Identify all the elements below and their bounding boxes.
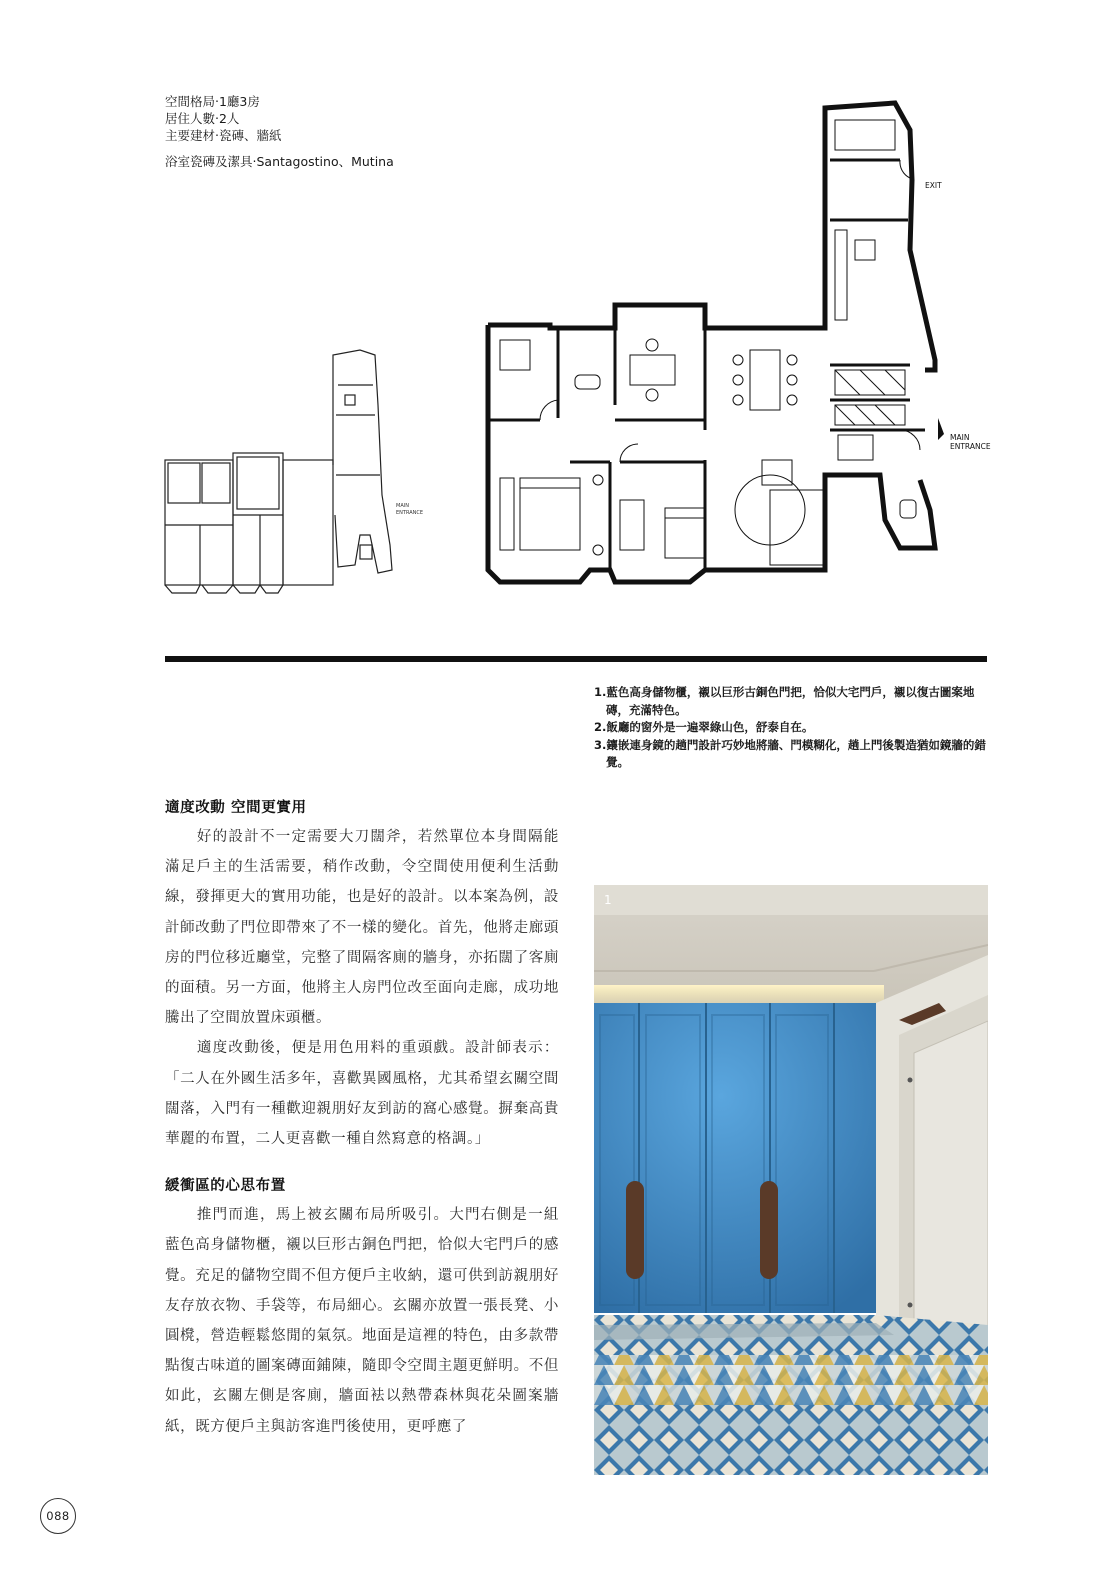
photo-number: 1 <box>604 893 612 907</box>
article-heading-1: 適度改動 空間更實用 <box>165 800 307 816</box>
small-plan-main-label: MAIN <box>396 503 409 509</box>
article-paragraph-2: 適度改動後，便是用色用料的重頭戲。設計師表示：「二人在外國生活多年，喜歡異國風格，尤其希望玄關空間闊落，入門有一種歡迎親朋好友到訪的窩心感覺。摒棄高貴華麗的布置，二人更喜歡一種自然寫意的格調。」 <box>165 1040 559 1148</box>
main-label: MAIN <box>950 433 970 442</box>
floor-plan-after <box>480 100 1000 590</box>
page-number: 088 <box>46 1509 70 1523</box>
spec-layout: 空間格局‧1廳3房 <box>165 94 260 109</box>
entrance-label: ENTRANCE <box>950 442 991 451</box>
spec-residents: 居住人數‧2人 <box>165 111 240 126</box>
photo-captions <box>594 684 994 772</box>
cabinet-handle-left <box>626 1181 644 1279</box>
article-body <box>165 796 559 1442</box>
article-paragraph-3: 推門而進，馬上被玄關布局所吸引。大門右側是一組藍色高身儲物櫃，襯以巨形古銅色門把，恰似大宅門戶的感覺。充足的儲物空間不但方便戶主收納，還可供到訪親朋好友存放衣物、手袋等，布局細心。玄關亦放置一張長凳、小圓櫈，營造輕鬆悠閒的氣氛。地面是這裡的特色，由多款帶點復古味道的圖案磚面鋪陳，隨即令空間主題更鮮明。不但如此，玄關左側是客廁，牆面袪以熱帶森林與花朵圖案牆紙，既方便戶主與訪客進門後使用，更呼應了 <box>165 1207 559 1435</box>
entrance-cabinet-photo <box>594 885 988 1475</box>
section-divider <box>165 656 987 662</box>
spec-materials: 主要建材‧瓷磚、牆紙 <box>165 128 282 143</box>
article-heading-2: 緩衝區的心思布置 <box>165 1178 286 1195</box>
small-plan-entrance-label: ENTRANCE <box>396 510 424 516</box>
article-paragraph-1: 好的設計不一定需要大刀闊斧，若然單位本身間隔能滿足戶主的生活需要，稍作改動，令空間使用便利生活動線，發揮更大的實用功能，也是好的設計。以本案為例，設計師改動了門位即帶來了不一樣的變化。首先，他將走廊頭房的門位移近廳堂，完整了間隔客廁的牆身，亦拓闊了客廁的面積。另一方面，他將主人房門位改至面向走廊，成功地騰出了空間放置床頭櫃。 <box>165 829 559 1027</box>
project-specs <box>165 93 465 170</box>
floor-plan-before <box>160 345 430 595</box>
page-number-badge <box>40 1498 76 1534</box>
spec-bathroom: 浴室瓷磚及潔具‧Santagostino、Mutina <box>165 154 394 169</box>
caption-1: 1.藍色高身儲物櫃，襯以巨形古銅色門把，恰似大宅門戶，襯以復古圖案地磚，充滿特色。 <box>594 685 975 717</box>
caption-3: 3.鑲嵌連身鏡的趟門設計巧妙地將牆、門模糊化，趟上門後製造猶如鏡牆的錯覺。 <box>594 737 986 769</box>
cabinet-handle-right <box>760 1181 778 1279</box>
cabinet-illustration <box>594 885 988 1475</box>
caption-2: 2.飯廳的窗外是一遍翠綠山色，舒泰自在。 <box>594 720 814 734</box>
exit-label: EXIT <box>925 181 942 190</box>
